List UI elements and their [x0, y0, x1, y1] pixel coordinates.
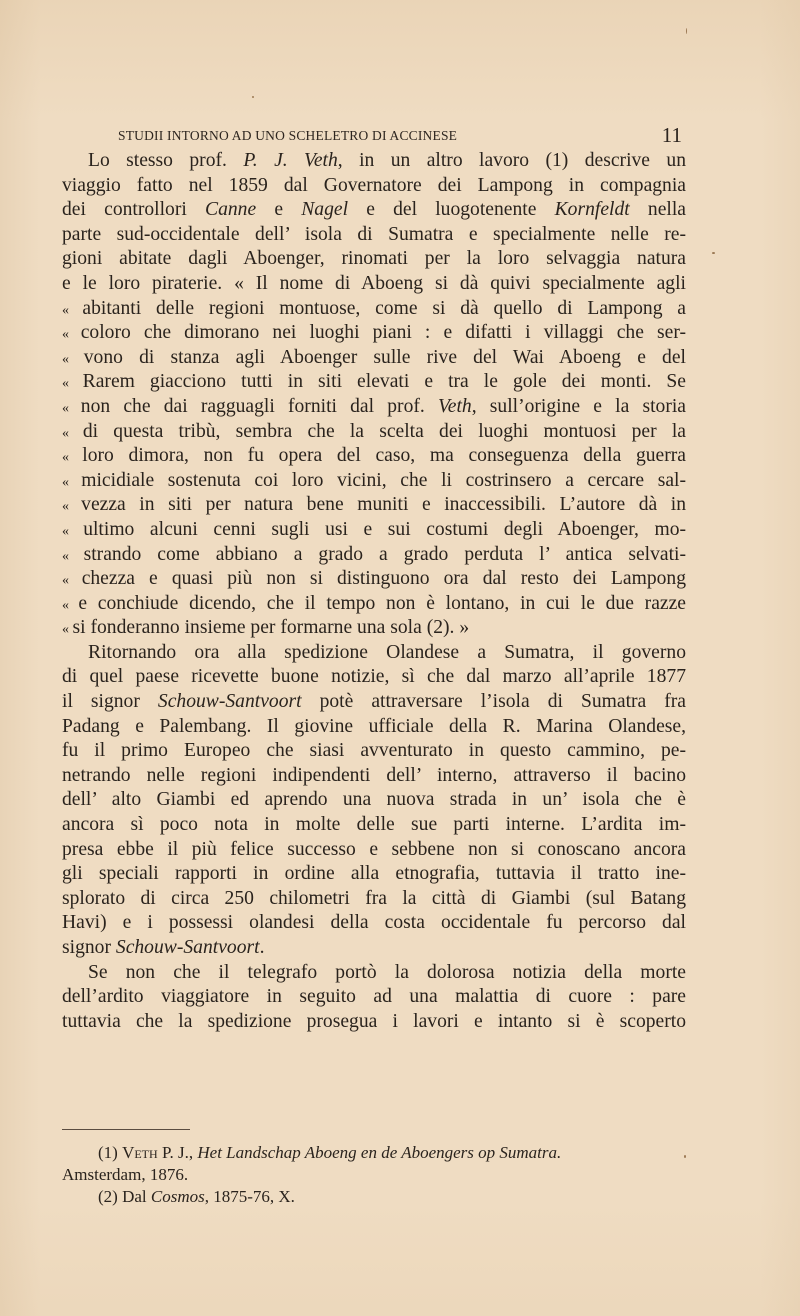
paragraph-line	[62, 616, 686, 641]
paragraph-line	[62, 149, 686, 174]
paragraph-line	[62, 715, 686, 740]
paragraph-line	[62, 420, 686, 445]
text-run: gli speciali rapporti in ordine alla etnografia, tuttavia il tratto ine-	[62, 863, 686, 885]
body-text	[62, 149, 686, 1034]
text-run: e conchiude dicendo, che il tempo non è lontano, in cui le due razze	[78, 592, 686, 614]
text-run: gioni abitate dagli Aboenger, rinomati per la loro selvaggia natura	[62, 248, 686, 270]
paper-speck	[686, 28, 687, 34]
text-run: e le loro piraterie. « Il nome di Aboeng si dà quivi specialmente agli	[62, 272, 686, 294]
paragraph-line	[62, 247, 686, 272]
text-run: vezza in siti per natura bene muniti e inaccessibili. L’autore dà in	[81, 494, 686, 516]
paragraph-line	[62, 543, 686, 568]
text-run: viaggio fatto nel 1859 dal Governatore dei Lampong in compagnia	[62, 174, 686, 196]
paragraph-line	[62, 985, 686, 1010]
text-run: , 1875-76, X.	[204, 1187, 295, 1206]
paragraph-line	[62, 592, 686, 617]
paragraph-line	[62, 493, 686, 518]
text-run: loro dimora, non fu opera del caso, ma conseguenza della guerra	[82, 445, 687, 467]
paper-speck	[712, 252, 715, 254]
paragraph-line	[62, 1010, 686, 1035]
paper-speck	[252, 96, 254, 98]
paragraph-block	[62, 641, 686, 961]
text-run: Padang e Palembang. Il giovine ufficiale della R. Marina Olandese,	[62, 715, 686, 737]
running-title: STUDII INTORNO AD UNO SCHELETRO DI ACCINESE	[118, 128, 458, 143]
paragraph-line	[62, 174, 686, 199]
text-run: coloro che dimorano nei luoghi piani : e difatti i villaggi che ser-	[80, 322, 686, 344]
text-run: , sull’origine e la storia	[471, 395, 686, 417]
paragraph-line	[62, 739, 686, 764]
running-head	[62, 124, 686, 146]
footnote-rule	[62, 1129, 190, 1130]
text-run: fu il primo Europeo che siasi avventurato in questo cammino, pe-	[62, 740, 686, 762]
text-run: dei controllori	[62, 199, 206, 221]
paragraph-line	[62, 961, 686, 986]
text-run: si fonderanno insieme per formarne una sola (2). »	[72, 617, 470, 639]
paragraph-line	[62, 862, 686, 887]
paragraph-line	[62, 911, 686, 936]
text-run: .	[259, 937, 265, 958]
text-run: splorato di circa 250 chilometri fra la città di Giambi (sul Batang	[62, 887, 686, 909]
paragraph-line	[62, 321, 686, 346]
paragraph-line	[62, 444, 686, 469]
text-run: Rarem giacciono tutti in siti elevati e tra le gole dei monti. Se	[82, 371, 686, 393]
footnote-line	[62, 1142, 686, 1164]
footnote-line	[62, 1186, 686, 1208]
text-run: Havi) e i possessi olandesi della costa occidentale fu percorso dal	[62, 912, 686, 934]
paragraph-line	[62, 665, 686, 690]
paragraph-line	[62, 346, 686, 371]
italic-text: Veth	[437, 395, 472, 417]
text-run: di quel paese ricevette buone notizie, sì che dal marzo all’aprile 1877	[62, 666, 686, 688]
paragraph-line	[62, 764, 686, 789]
italic-text: Schouw-Santvoort	[115, 937, 260, 958]
paragraph-line	[62, 518, 686, 543]
paragraph-line	[62, 395, 686, 420]
paper-speck	[684, 1155, 686, 1158]
italic-text: Canne	[205, 199, 257, 221]
footnote-block	[62, 1142, 686, 1186]
text-run: Amsterdam, 1876.	[62, 1165, 189, 1184]
text-run: Se non che il telegrafo portò la dolorosa notizia della morte	[88, 961, 686, 983]
text-run: (2) Dal	[98, 1187, 151, 1206]
text-run: netrando nelle regioni indipendenti dell’ interno, attraverso il bacino	[62, 764, 686, 786]
paragraph-line	[62, 813, 686, 838]
text-run: tuttavia che la spedizione prosegua i lavori e intanto si è scoperto	[62, 1010, 686, 1032]
text-run: parte sud-occidentale dell’ isola di Sumatra e specialmente nelle re-	[62, 223, 686, 245]
italic-text: Het Landschap Aboeng en de Aboengers op Sumatra.	[197, 1143, 562, 1162]
text-run: micidiale sostenuta coi loro vicini, che li costrinsero a cercare sal-	[81, 469, 687, 491]
text-run: dell’ardito viaggiatore in seguito ad una malattia di cuore : pare	[62, 986, 686, 1008]
paragraph-line	[62, 567, 686, 592]
paragraph-line	[62, 469, 686, 494]
text-run: chezza e quasi più non si distinguono ora dal resto dei Lampong	[81, 568, 687, 590]
text-run: nella	[629, 199, 686, 221]
small-caps-text: Veth	[122, 1143, 158, 1162]
text-run: , in un altro lavoro (1) descrive un	[337, 150, 686, 171]
paragraph-line	[62, 887, 686, 912]
paragraph-block	[62, 149, 686, 641]
text-run: presa ebbe il più felice successo e sebbene non si conoscano ancora	[62, 838, 686, 860]
italic-text: Schouw-Santvoort	[157, 691, 302, 713]
text-run: strando come abbiano a grado a grado perduta l’ antica selvati-	[83, 543, 687, 565]
text-run: e	[256, 199, 302, 221]
text-run: potè attraversare l’isola di Sumatra fra	[301, 691, 686, 713]
paragraph-line	[62, 641, 686, 666]
paragraph-line	[62, 788, 686, 813]
text-run: il signor	[62, 691, 158, 713]
italic-text: Kornfeldt	[554, 199, 630, 221]
page-number: 11	[661, 123, 682, 147]
text-run: abitanti delle regioni montuose, come si dà quello di Lampong a	[82, 297, 686, 319]
text-run: P. J.,	[157, 1143, 198, 1162]
text-run: vono di stanza agli Aboenger sulle rive del Wai Aboeng e del	[83, 346, 686, 368]
paragraph-line	[62, 838, 686, 863]
text-run: dell’ alto Giambi ed aprendo una nuova strada in un’ isola che è	[62, 789, 686, 811]
paragraph-line	[62, 198, 686, 223]
paragraph-line	[62, 297, 686, 322]
paragraph-line	[62, 936, 686, 961]
paragraph-line	[62, 370, 686, 395]
footnotes	[62, 1142, 686, 1208]
italic-text: P. J. Veth	[243, 150, 338, 171]
paragraph-line	[62, 223, 686, 248]
text-run: signor	[62, 937, 116, 958]
text-run: Ritornando ora alla spedizione Olandese a Sumatra, il governo	[88, 641, 686, 663]
paragraph-line	[62, 272, 686, 297]
footnote-block	[62, 1186, 686, 1208]
text-run: non che dai ragguagli forniti dal prof.	[80, 395, 438, 417]
text-run: di questa tribù, sembra che la scelta dei luoghi montuosi per la	[82, 420, 687, 442]
paragraph-block	[62, 961, 686, 1035]
text-run: (1)	[98, 1143, 123, 1162]
text-run: ultimo alcuni cenni sugli usi e sui costumi degli Aboenger, mo-	[83, 518, 687, 540]
text-run: e del luogotenente	[348, 199, 555, 221]
italic-text: Cosmos	[150, 1187, 205, 1206]
text-run: Lo stesso prof.	[88, 150, 244, 171]
footnote-line	[62, 1164, 686, 1186]
text-run: ancora sì poco nota in molte delle sue parti interne. L’ardita im-	[62, 814, 686, 836]
italic-text: Nagel	[301, 199, 349, 221]
paragraph-line	[62, 690, 686, 715]
